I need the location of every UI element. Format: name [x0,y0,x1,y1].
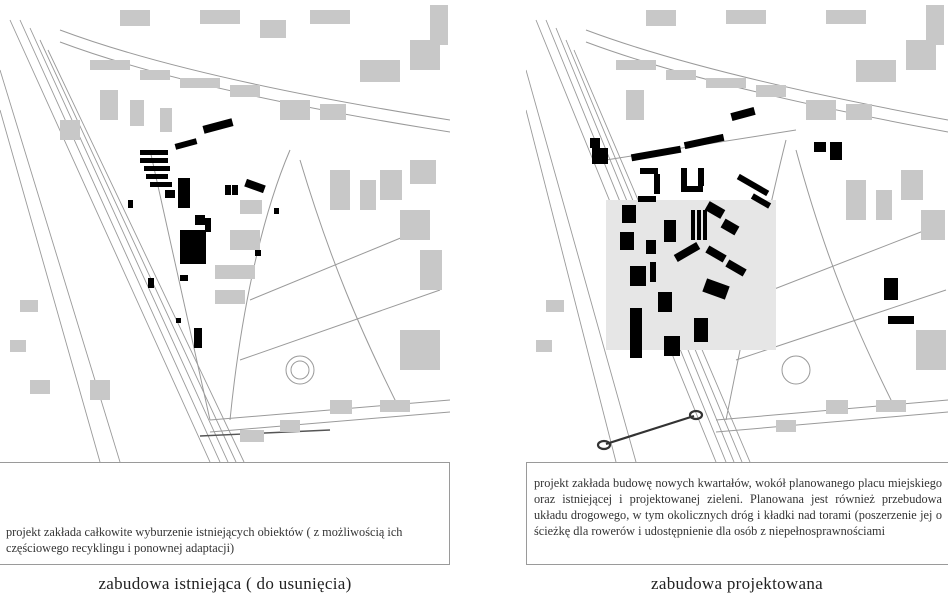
description-existing: projekt zakłada całkowite wyburzenie istniejących obiektów ( z możliwością ich częściowego recyklingu i ponownej adaptacji) [6,525,403,555]
panel-proposed [526,0,948,610]
panel-existing [0,0,450,610]
caption-existing: zabudowa istniejąca ( do usunięcia) [98,574,352,593]
map-existing-svg [0,0,450,462]
caption-proposed: zabudowa projektowana [651,574,823,593]
map-proposed [526,0,948,463]
map-existing [0,0,450,463]
map-proposed-svg [526,0,948,462]
description-proposed: projekt zakłada budowę nowych kwartałów, wokół planowanego placu miejskiego oraz istniejącej i projektowanej zieleni. Planowana jest również przebudowa układu drogowego, w tym okolicznych dróg i kładki nad torami (poszerzenie jej o ścieżkę dla rowerów i udostępnienie dla osób z niepełnosprawnościami [534,476,942,538]
